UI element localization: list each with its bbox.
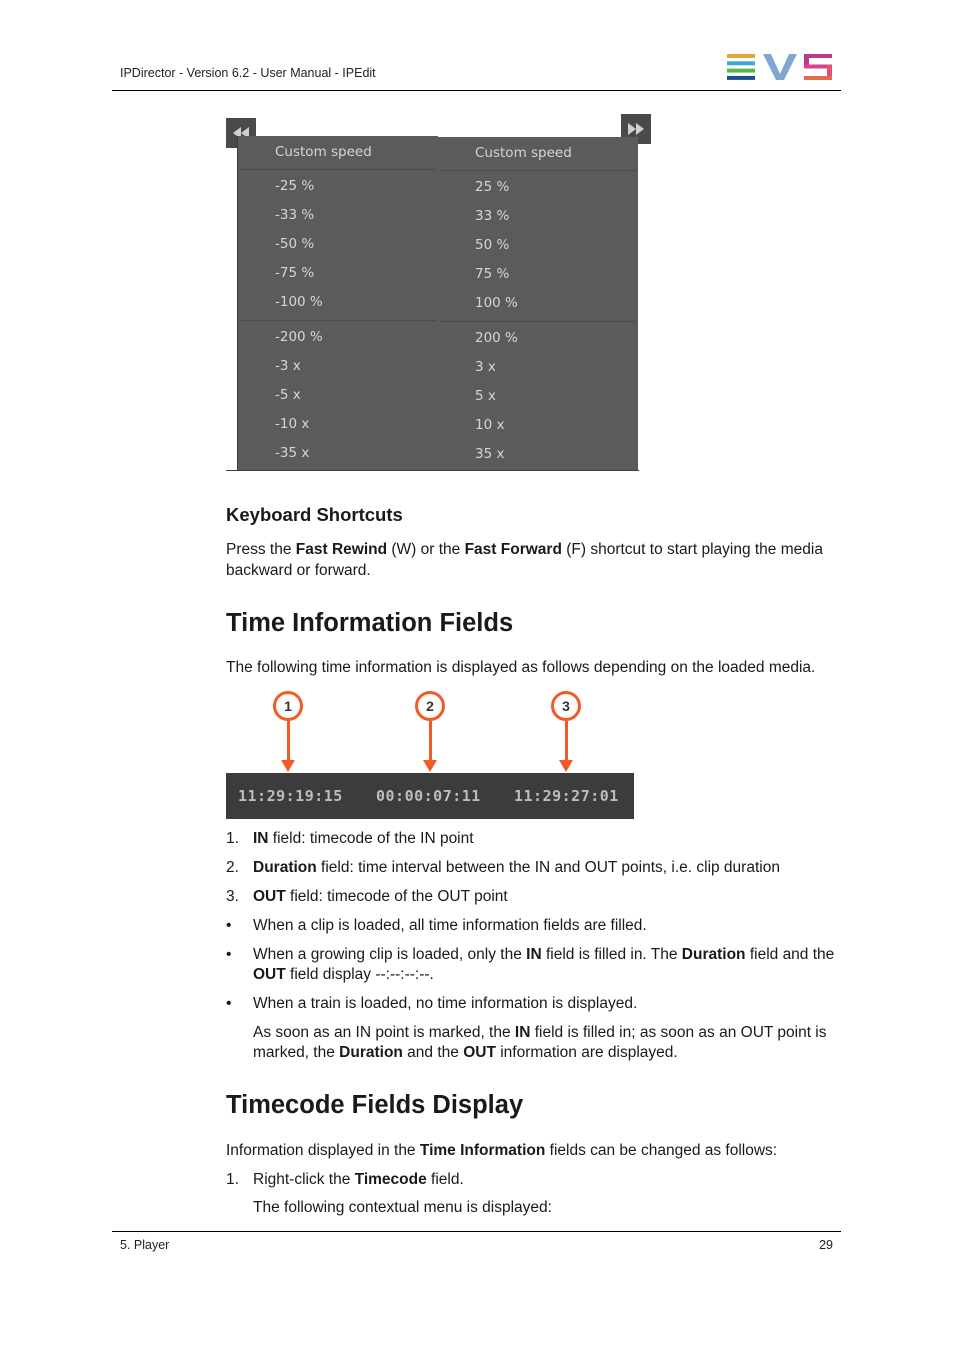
timecode-display-intro (226, 1140, 777, 1161)
callout-arrow (565, 721, 568, 761)
text: (W) or the (387, 541, 465, 558)
header-title: IPDirector - Version 6.2 - User Manual - IPEdit (120, 66, 376, 80)
keyboard-shortcuts-heading: Keyboard Shortcuts (226, 504, 403, 525)
list-number: 3. (226, 888, 239, 905)
callout-arrow (287, 721, 290, 761)
bold-text: Duration (681, 946, 746, 963)
footer-chapter: 5. Player (120, 1238, 170, 1252)
step-note: The following contextual menu is displayed: (253, 1199, 552, 1216)
keyboard-shortcuts-paragraph (226, 539, 836, 581)
evs-logo-graphic (727, 54, 833, 80)
menu-item[interactable]: -35 x (275, 445, 310, 461)
header-rule (112, 90, 841, 91)
callout-arrowhead (423, 760, 437, 772)
bold-text: IN (253, 830, 269, 847)
list-item (253, 858, 843, 878)
menu-separator (440, 321, 636, 322)
text: marked, the (253, 1044, 340, 1061)
bullet: • (226, 917, 232, 934)
forward-speed-menu (438, 137, 638, 471)
text: When a growing clip is loaded, only the (253, 946, 527, 963)
list-item (253, 829, 843, 849)
footer-rule (112, 1231, 841, 1232)
timecode-display-heading: Timecode Fields Display (226, 1091, 524, 1119)
text: field is filled in. The (541, 946, 682, 963)
menu-separator (440, 170, 636, 171)
text: field: timecode of the OUT point (285, 888, 508, 905)
menu-item[interactable]: -5 x (275, 387, 301, 403)
text: field: timecode of the IN point (268, 830, 474, 847)
footer-page-number: 29 (819, 1238, 833, 1252)
text: Press the (226, 541, 296, 558)
menu-item[interactable]: 50 % (475, 237, 510, 253)
bold-text: IN (526, 946, 542, 963)
bold-text: IN (514, 1024, 531, 1041)
bullet-item: When a train is loaded, no time information is displayed. (253, 995, 638, 1012)
text: As soon as an IN point is marked, the (253, 1024, 515, 1041)
time-information-heading: Time Information Fields (226, 609, 514, 637)
text: field is filled in; as soon as an OUT point is (530, 1024, 827, 1041)
bullet: • (226, 995, 232, 1012)
callout-arrow (429, 721, 432, 761)
bold-text: Duration (339, 1044, 403, 1061)
text: field. (426, 1171, 464, 1188)
menu-separator (240, 169, 436, 170)
rewind-speed-menu (237, 136, 438, 470)
menu-item[interactable]: 75 % (475, 266, 510, 282)
text: fields can be changed as follows: (545, 1142, 778, 1159)
list-number: 2. (226, 859, 239, 876)
menu-item[interactable]: 10 x (475, 417, 505, 433)
bold-text: Fast Rewind (295, 541, 388, 558)
text: information are displayed. (495, 1044, 678, 1061)
list-item (253, 1170, 843, 1190)
bold-text: OUT (463, 1044, 496, 1061)
text: field display --:--:--:--. (285, 966, 434, 983)
menu-separator (240, 320, 436, 321)
menu-item[interactable]: -75 % (275, 265, 315, 281)
text: field and the (745, 946, 835, 963)
menu-title: Custom speed (275, 144, 372, 160)
menu-item[interactable]: -200 % (275, 329, 323, 345)
bold-text: Timecode (354, 1171, 427, 1188)
list-number: 1. (226, 830, 239, 847)
menu-item[interactable]: -3 x (275, 358, 301, 374)
list-item (253, 887, 843, 907)
menu-item[interactable]: 35 x (475, 446, 505, 462)
duration-timecode-field[interactable]: 00:00:07:11 (376, 787, 481, 805)
bold-text: OUT (253, 966, 286, 983)
menu-item[interactable]: 33 % (475, 208, 510, 224)
custom-speed-menus (226, 114, 651, 471)
text: and the (402, 1044, 464, 1061)
menu-item[interactable]: 100 % (475, 295, 518, 311)
bold-text: Time Information (419, 1142, 546, 1159)
callout-3: 3 (551, 691, 581, 721)
menu-item[interactable]: 3 x (475, 359, 496, 375)
menu-edge-gap (226, 148, 237, 470)
menu-item[interactable]: 200 % (475, 330, 518, 346)
menu-baseline (226, 470, 639, 471)
callout-1: 1 (273, 691, 303, 721)
in-timecode-field[interactable]: 11:29:19:15 (238, 787, 343, 805)
callout-2: 2 (415, 691, 445, 721)
text: Right-click the (253, 1171, 355, 1188)
menu-item[interactable]: -50 % (275, 236, 315, 252)
bullet-item (253, 945, 843, 985)
timecode-figure (226, 688, 634, 819)
menu-item[interactable]: -25 % (275, 178, 315, 194)
bold-text: Duration (253, 859, 317, 876)
bullet-item: When a clip is loaded, all time information fields are filled. (253, 917, 647, 934)
menu-item[interactable]: -10 x (275, 416, 310, 432)
menu-item[interactable]: -100 % (275, 294, 323, 310)
menu-item[interactable]: 5 x (475, 388, 496, 404)
callout-arrowhead (559, 760, 573, 772)
list-number: 1. (226, 1171, 239, 1188)
text: Information displayed in the (226, 1142, 420, 1159)
bold-text: Fast Forward (464, 541, 562, 558)
evs-logo (727, 54, 833, 80)
time-information-intro: The following time information is displayed as follows depending on the loaded media. (226, 659, 816, 676)
text: field: time interval between the IN and OUT points, i.e. clip duration (316, 859, 780, 876)
callout-arrowhead (281, 760, 295, 772)
menu-item[interactable]: -33 % (275, 207, 315, 223)
menu-item[interactable]: 25 % (475, 179, 510, 195)
menu-title: Custom speed (475, 145, 572, 161)
bold-text: OUT (253, 888, 286, 905)
bullet: • (226, 946, 232, 963)
text: backward or forward. (226, 562, 371, 579)
text: (F) shortcut to start playing the media (561, 541, 823, 558)
out-timecode-field[interactable]: 11:29:27:01 (514, 787, 619, 805)
bullet-continuation (253, 1023, 843, 1063)
